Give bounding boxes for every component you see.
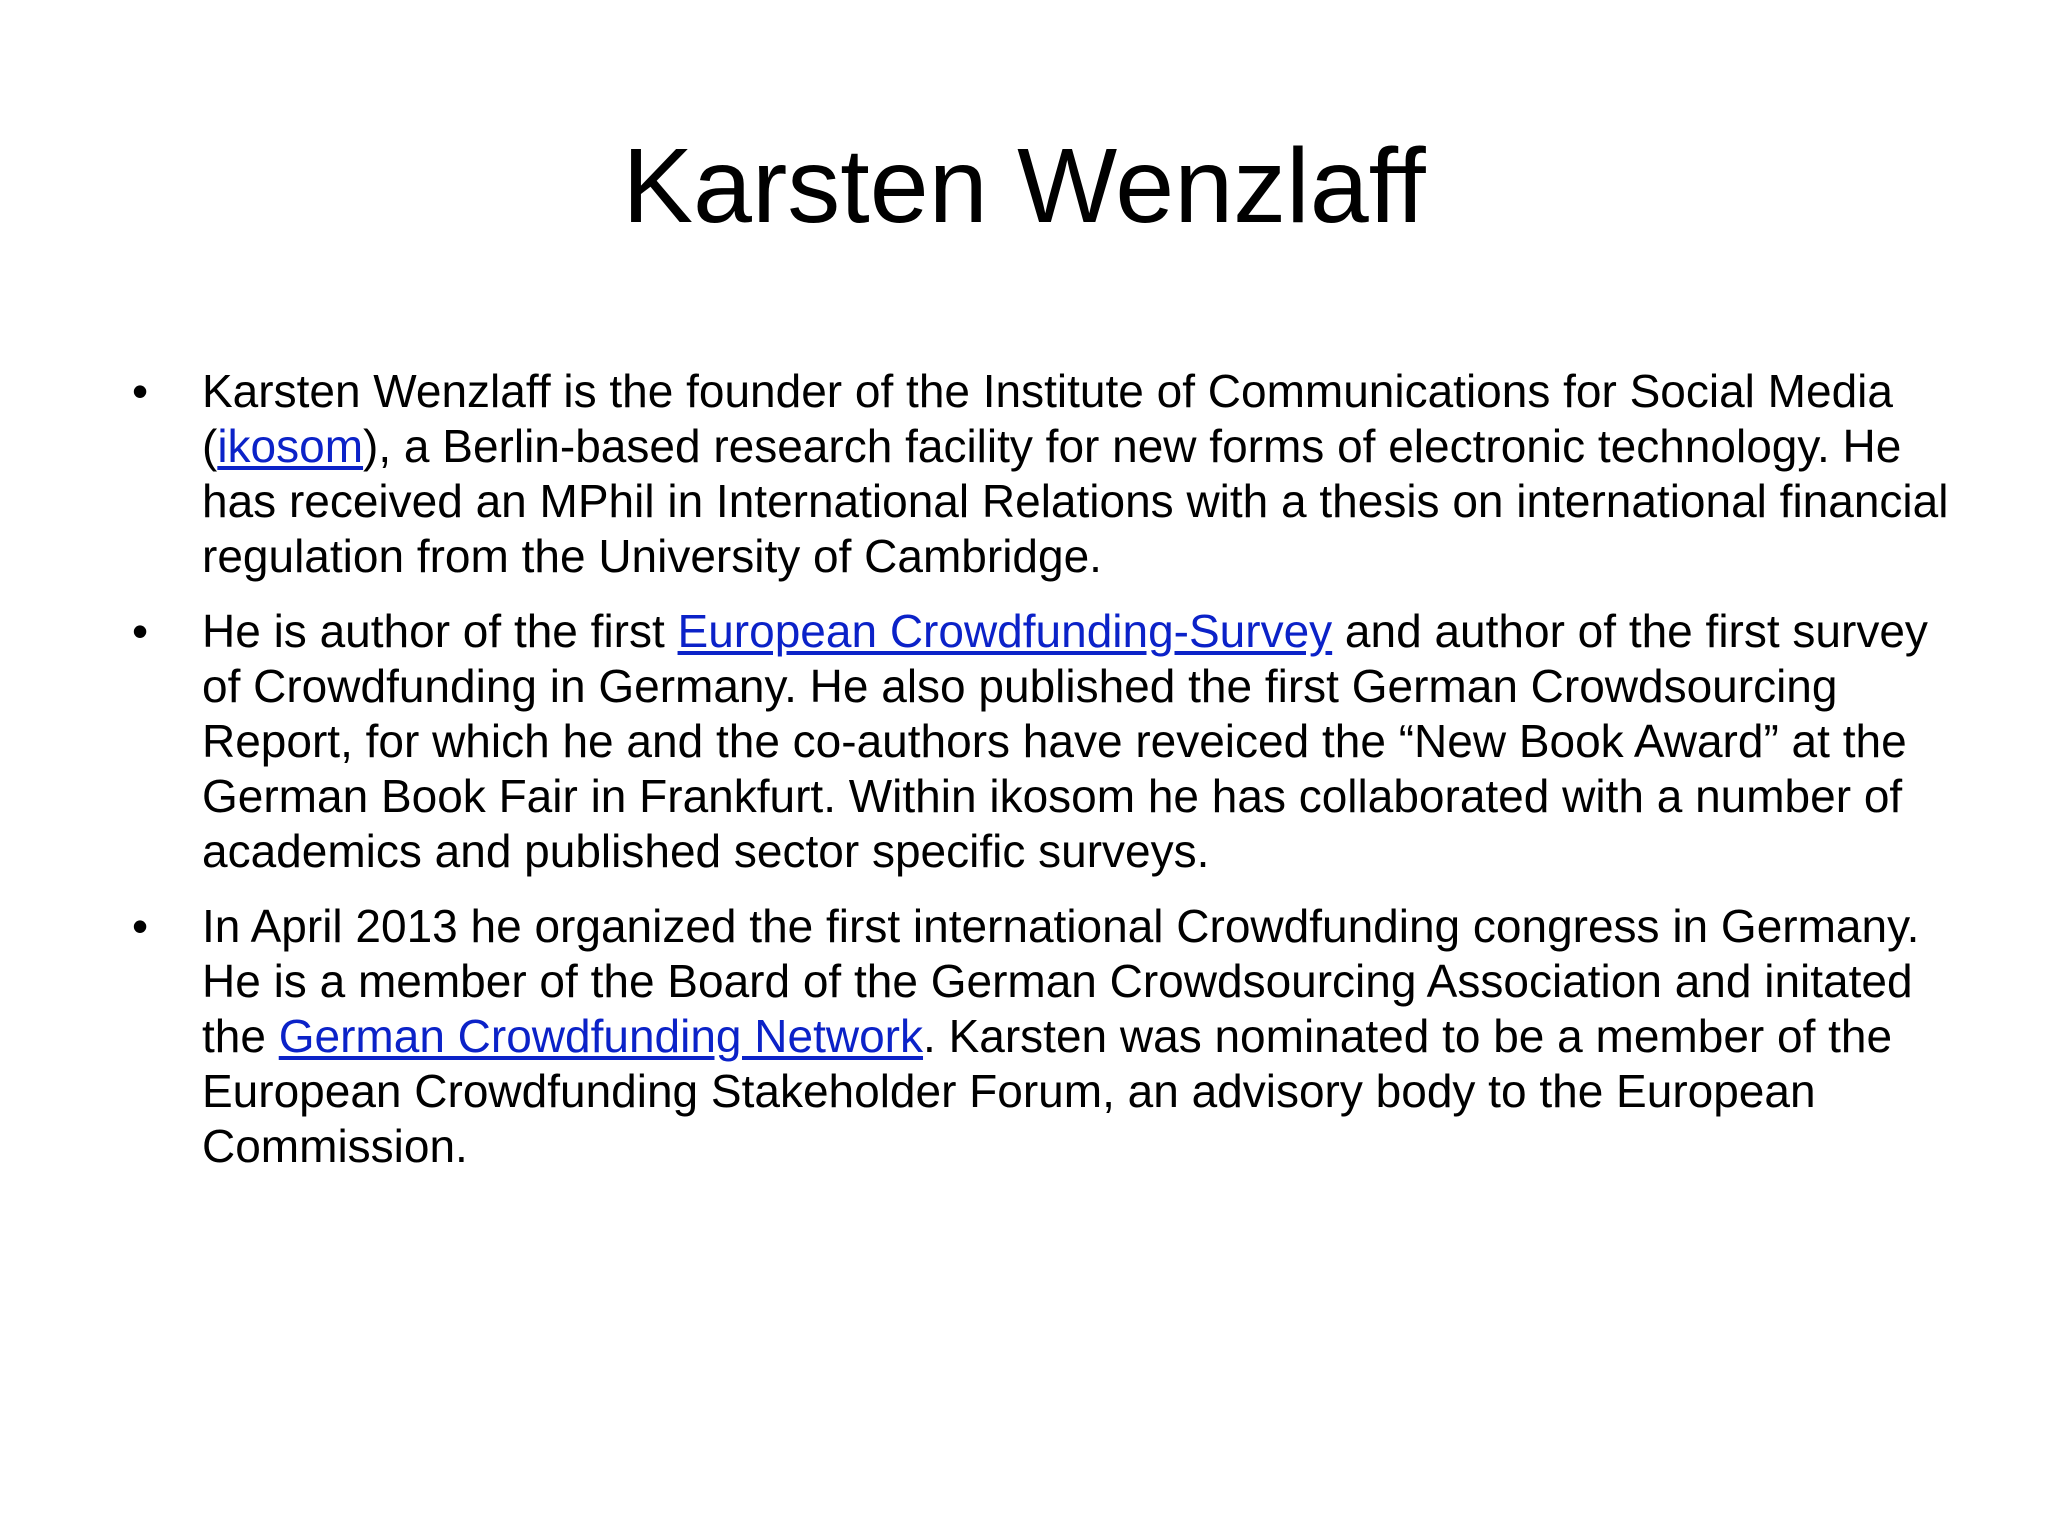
slide-title: Karsten Wenzlaff: [622, 127, 1426, 245]
bullet-item-author: [120, 604, 1970, 879]
bullet-text-after: ), a Berlin-based research facility for new forms of electronic technology. He has received an MPhil in International Relations with a thesis on international financial regulation from the University of Cambridge.: [202, 420, 1949, 582]
bullet-item-congress: [120, 899, 1970, 1174]
bullet-text-after: and author of the first survey of Crowdfunding in Germany. He also published the first German Crowdsourcing Report, for which he and the co-authors have reveiced the “New Book Award” at the German Book Fair in Frankfurt. Within ikosom he has collaborated with a number of academics and published sector specific surveys.: [202, 605, 1928, 877]
bullet-text-before: Karsten Wenzlaff is the founder of the Institute of Communications for Social Media (: [202, 365, 1893, 472]
bullet-item-founder: [120, 364, 1970, 584]
bullet-text-before: He is author of the first: [202, 605, 678, 657]
ikosom-link[interactable]: ikosom: [217, 420, 364, 472]
bullet-list: [120, 364, 1970, 1194]
bullet-text-after: . Karsten was nominated to be a member of the European Crowdfunding Stakeholder Forum, an advisory body to the European Commission.: [202, 1010, 1893, 1172]
bullet-dot-icon: •: [131, 605, 149, 657]
bullet-text-before: In April 2013 he organized the first international Crowdfunding congress in Germany. He is a member of the Board of the German Crowdsourcing Association and initated the: [202, 900, 1920, 1062]
bullet-dot-icon: •: [131, 900, 149, 952]
european-crowdfunding-survey-link[interactable]: European Crowdfunding-Survey: [677, 605, 1333, 657]
bullet-dot-icon: •: [131, 365, 149, 417]
german-crowdfunding-network-link[interactable]: German Crowdfunding Network: [278, 1010, 924, 1062]
